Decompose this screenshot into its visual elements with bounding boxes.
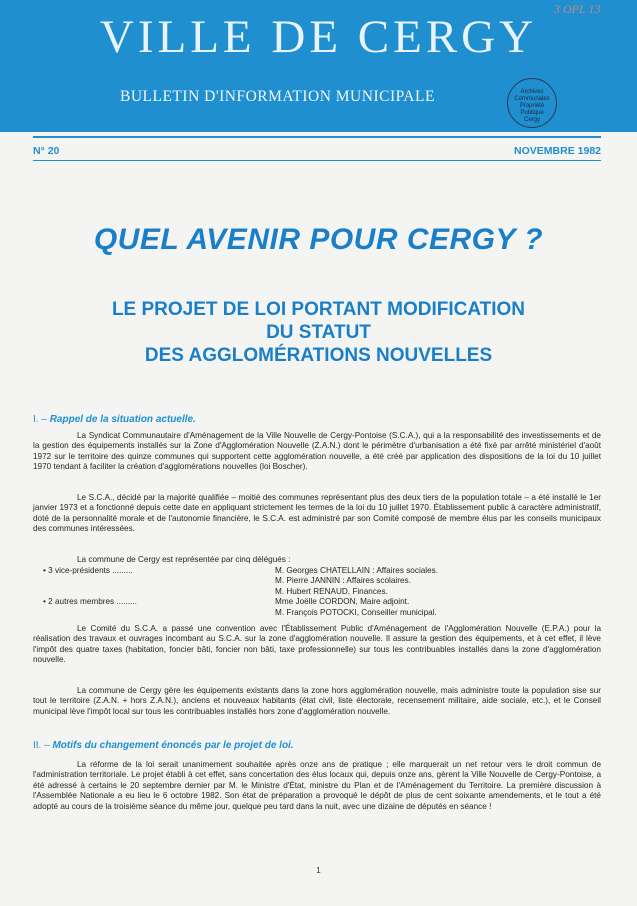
- issue-number: N° 20: [33, 145, 60, 157]
- delegate-row: M. François POTOCKI, Conseiller municipal.: [275, 607, 437, 617]
- delegate-row: M. Hubert RENAUD, Finances.: [275, 586, 388, 596]
- page-number: 1: [316, 866, 321, 875]
- archives-stamp: Archives Communales Propriété Publique Cergy: [507, 78, 557, 128]
- divider-top: [33, 136, 601, 138]
- delegates-list: [33, 566, 601, 618]
- masthead-subtitle: BULLETIN D'INFORMATION MUNICIPALE: [120, 88, 435, 105]
- masthead-title: VILLE DE CERGY: [99, 11, 538, 63]
- delegate-row: M. Pierre JANNIN : Affaires scolaires.: [275, 576, 411, 586]
- issue-date: NOVEMBRE 1982: [514, 145, 601, 157]
- delegate-row: • 2 autres membres ......... Mme Joëlle CORDON, Maire adjoint.: [43, 597, 410, 607]
- page-subheadline: LE PROJET DE LOI PORTANT MODIFICATION DU STATUT DES AGGLOMÉRATIONS NOUVELLES: [111, 299, 526, 366]
- delegate-row: • 3 vice-présidents ......... M. Georges CHATELLAIN : Affaires sociales.: [43, 566, 439, 575]
- section-1-paragraph: Le Comité du S.C.A. a passé une convention avec l'Établissement Public d'Aménagement de l'Agglomération Nouvelle (E.P.A.) pour la réalisation des travaux et ouvrages incombant au S.C.A. sur la zone d'agglomération nouvelle. Il assure la gestion des équipements, et à cet effet, il lève l'impôt des quatre taxes (habitation, foncier bâti, foncier non bâti, taxe professionnelle) sur tous les contribuables installés dans la zone d'agglomération nouvelle.: [33, 624, 601, 665]
- section-2-paragraph: La réforme de la loi serait unanimement souhaitée après onze ans de pratique ; elle marquerait un net retour vers le droit commun de l'administration territoriale. Le projet établi à cet effet, sans concertation des élus locaux qui, depuis onze ans, gèrent la Ville Nouvelle de Cergy-Pontoise, a été adressé à certains le 20 septembre dernier par M. le Ministre d'État, ministre du Plan et de l'Aménagement du Territoire. La première discussion à l'Assemblée Nationale a eu lieu le 6 octobre 1982. Son état de préparation a provoqué le dépôt de plus de cent soixante amendements, et le tout a été adopté au cours de la troisième séance du même jour, quelque peu tard dans la nuit, avec une dizaine de députés en séance !: [33, 760, 601, 811]
- section-1-paragraph: La Syndicat Communautaire d'Aménagement de la Ville Nouvelle de Cergy-Pontoise (S.C.A.), qui a la responsabilité des investissements et de la gestion des équipements installés sur la Zone d'Agglomération Nouvelle (Z.A.N.) dont le périmètre d'urbanisation a été fixé par arrêté ministériel d'août 1972 sur le territoire des quinze communes qui supportent cette agglomération nouvelle, a été créé par application des dispositions de la loi du 10 juillet 1970 tendant à faciliter la création d'agglomérations nouvelles (loi Boscher).: [33, 431, 601, 472]
- section-1-paragraph: La commune de Cergy gère les équipements existants dans la zone hors agglomération nouvelle, mais administre toute la population sise sur tout le territoire (Z.A.N. + hors Z.A.N.), anciens et nouveaux habitants (état civil, liste électorale, recensement militaire, aide sociale, etc.), et le Conseil municipal lève l'impôt local sur tous les contribuables installés hors zone d'agglomération nouvelle.: [33, 686, 601, 716]
- section-1-paragraph: La commune de Cergy est représentée par cinq délégués :: [77, 555, 291, 564]
- section-1-title: I. – Rappel de la situation actuelle.: [33, 414, 196, 425]
- page-headline: QUEL AVENIR POUR CERGY ?: [93, 223, 544, 256]
- section-2-title: II. – Motifs du changement énoncés par le projet de loi.: [33, 740, 294, 751]
- section-1-paragraph: Le S.C.A., décidé par la majorité qualifiée – moitié des communes représentant plus des deux tiers de la population totale – a été installé le 1er janvier 1973 et a fonctionné depuis cette date en appliquant strictement les termes de la loi du 10 juillet 1970. Établissement public à caractère administratif, doté de la personnalité morale et de l'autonomie financière, le S.C.A. est administré par son Comité composé de membre élus par les conseils municipaux des communes intéressées.: [33, 493, 601, 534]
- divider-meta: [33, 160, 601, 161]
- handwritten-annotation: 3 OPL 13: [554, 2, 601, 16]
